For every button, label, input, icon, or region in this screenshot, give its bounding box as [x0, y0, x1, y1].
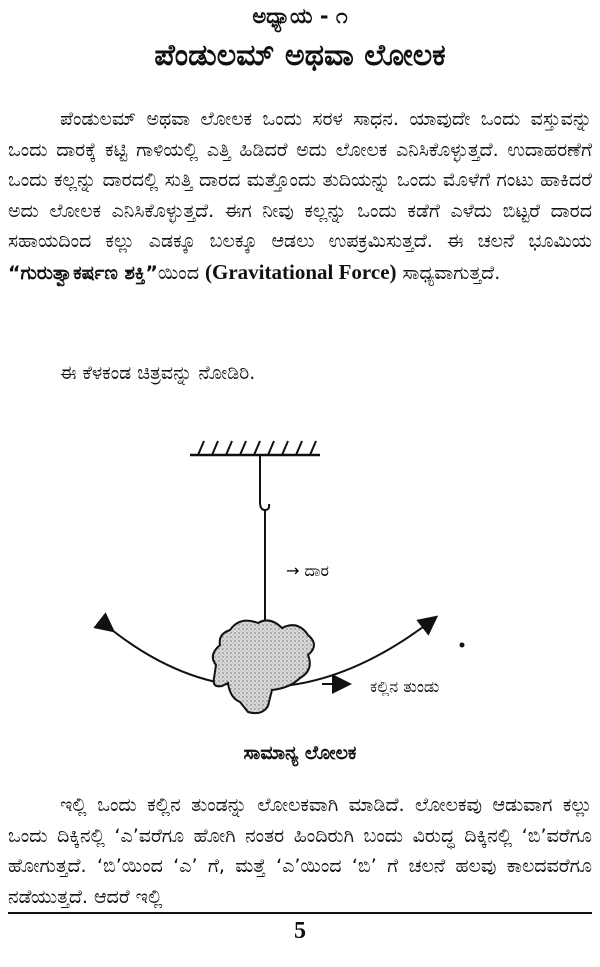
page-number: 5 — [294, 918, 306, 944]
pendulum-figure — [90, 440, 510, 730]
intro-text-cont: ಯಿಂದ — [157, 261, 206, 284]
see-figure-text: ಈ ಕೆಳಕಂಡ ಚಿತ್ರವನ್ನು ನೋಡಿರಿ. — [60, 362, 256, 384]
chapter-heading: ಅಧ್ಯಾಯ - ೧ — [252, 4, 348, 28]
hook — [260, 455, 269, 510]
intro-text-end: ಸಾಧ್ಯವಾಗುತ್ತದೆ. — [396, 261, 501, 284]
footer-divider — [8, 912, 592, 914]
ceiling-support — [190, 441, 320, 455]
explanation-text: ಇಲ್ಲಿ ಒಂದು ಕಲ್ಲಿನ ತುಂಡನ್ನು ಲೋಲಕವಾಗಿ ಮಾಡಿದೆ. ಲೋಲಕವು ಆಡುವಾಗ ಕಲ್ಲು ಒಂದು ದಿಕ್ಕಿನಲ್ಲಿ ‘ಎ’ವರೆಗೂ ಹೋಗಿ ನಂತರ ಹಿಂದಿರುಗಿ ಬಂದು ವಿರುದ್ಧ ದಿಕ್ಕಿನಲ್ಲಿ ‘ಬಿ’ವರೆಗೂ ಹೋಗುತ್ತದೆ. ‘ಬಿ’ಯಿಂದ ‘ಎ’ ಗೆ, ಮತ್ತೆ ‘ಎ’ಯಿಂದ ‘ಬಿ’ ಗೆ ಚಲನೆ ಹಲವು ಕಾಲದವರೆಗೂ ನಡೆಯುತ್ತದೆ. ಆದರೆ ಇಲ್ಲಿ — [8, 794, 592, 908]
english-term: (Gravitational Force) — [205, 259, 397, 284]
figure-caption: ಸಾಮಾನ್ಯ ಲೋಲಕ — [243, 742, 357, 764]
intro-paragraph — [8, 104, 592, 288]
page-title: ಪೆಂಡುಲಮ್ ಅಥವಾ ಲೋಲಕ — [154, 38, 446, 73]
explanation-paragraph — [8, 790, 592, 912]
point-marker — [460, 643, 465, 648]
stone — [213, 620, 314, 713]
stone-label: ಕಲ್ಲಿನ ತುಂಡು — [370, 677, 440, 696]
see-figure-paragraph — [8, 358, 592, 389]
string-label: → ದಾರ — [286, 561, 329, 580]
intro-text: ಪೆಂಡುಲಮ್ ಅಥವಾ ಲೋಲಕ ಒಂದು ಸರಳ ಸಾಧನ. ಯಾವುದೇ ಒಂದು ವಸ್ತುವನ್ನು ಒಂದು ದಾರಕ್ಕೆ ಕಟ್ಟಿ ಗಾಳಿಯಲ್ಲಿ ಎತ್ತಿ ಹಿಡಿದರೆ ಅದು ಲೋಲಕ ಎನಿಸಿಕೊಳ್ಳುತ್ತದೆ. ಉದಾಹರಣೆಗೆ ಒಂದು ಕಲ್ಲನ್ನು ದಾರದಲ್ಲಿ ಸುತ್ತಿ ದಾರದ ಮತ್ತೊಂದು ತುದಿಯನ್ನು ಒಂದು ಮೊಳೆಗೆ ಗಂಟು ಹಾಕಿದರೆ ಅದು ಲೋಲಕ ಎನಿಸಿಕೊಳ್ಳುತ್ತದೆ. ಈಗ ನೀವು ಕಲ್ಲನ್ನು ಒಂದು ಕಡೆಗೆ ಎಳೆದು ಬಿಟ್ಟರೆ ದಾರದ ಸಹಾಯದಿಂದ ಕಲ್ಲು ಎಡಕ್ಕೂ ಬಲಕ್ಕೂ ಆಡಲು ಉಪಕ್ರಮಿಸುತ್ತದೆ. ಈ ಚಲನೆ ಭೂಮಿಯ — [8, 108, 592, 252]
gravity-term: “ಗುರುತ್ವಾಕರ್ಷಣ ಶಕ್ತಿ” — [8, 261, 158, 284]
